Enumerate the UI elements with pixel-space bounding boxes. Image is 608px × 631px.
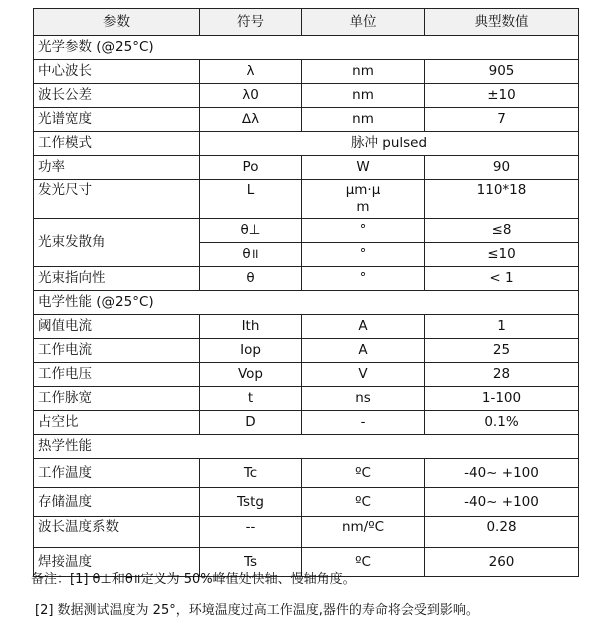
param-unit: nm bbox=[302, 84, 425, 108]
table-row bbox=[34, 60, 579, 84]
param-unit: A bbox=[302, 339, 425, 363]
param-value: 260 bbox=[425, 548, 579, 577]
section-thermal: 热学性能 bbox=[34, 435, 579, 459]
header-row bbox=[34, 9, 579, 36]
param-name: 焊接温度 bbox=[34, 548, 200, 577]
table-row bbox=[34, 488, 579, 517]
param-name: 工作脉宽 bbox=[34, 387, 200, 411]
param-value: ≤10 bbox=[425, 243, 579, 267]
footnote-2: [2] 数据测试温度为 25°，环境温度过高工作温度,器件的寿命将会受到影响。 bbox=[35, 603, 479, 618]
param-unit: nm/ºC bbox=[302, 517, 425, 548]
param-name: 中心波长 bbox=[34, 60, 200, 84]
param-unit: W bbox=[302, 156, 425, 180]
param-value: ≤8 bbox=[425, 219, 579, 243]
param-unit: ° bbox=[302, 219, 425, 243]
param-name: 波长公差 bbox=[34, 84, 200, 108]
param-symbol: Tc bbox=[200, 459, 302, 488]
param-name: 光束指向性 bbox=[34, 267, 200, 291]
param-symbol: ᐃλ bbox=[200, 108, 302, 132]
param-value: < 1 bbox=[425, 267, 579, 291]
table-row bbox=[34, 156, 579, 180]
param-symbol: D bbox=[200, 411, 302, 435]
param-value: 90 bbox=[425, 156, 579, 180]
table-row bbox=[34, 459, 579, 488]
section-electrical: 电学性能 (@25°C) bbox=[34, 291, 579, 315]
param-symbol: θ॥ bbox=[200, 243, 302, 267]
table-row bbox=[34, 84, 579, 108]
param-symbol: Tstg bbox=[200, 488, 302, 517]
param-symbol: Po bbox=[200, 156, 302, 180]
table-row bbox=[34, 132, 579, 156]
param-name: 占空比 bbox=[34, 411, 200, 435]
param-symbol: λ0 bbox=[200, 84, 302, 108]
header-value: 典型数值 bbox=[425, 9, 579, 36]
table-row bbox=[34, 517, 579, 548]
table-row bbox=[34, 267, 579, 291]
param-symbol: Iop bbox=[200, 339, 302, 363]
table-row bbox=[34, 411, 579, 435]
param-symbol: -- bbox=[200, 517, 302, 548]
param-unit: ºC bbox=[302, 459, 425, 488]
param-symbol: Ith bbox=[200, 315, 302, 339]
param-unit: nm bbox=[302, 60, 425, 84]
section-optical: 光学参数 (@25°C) bbox=[34, 36, 579, 60]
param-name: 光谱宽度 bbox=[34, 108, 200, 132]
param-unit: ° bbox=[302, 243, 425, 267]
table-row bbox=[34, 387, 579, 411]
section-row bbox=[34, 291, 579, 315]
table-row bbox=[34, 363, 579, 387]
table-row bbox=[34, 339, 579, 363]
param-unit: ºC bbox=[302, 488, 425, 517]
param-symbol: t bbox=[200, 387, 302, 411]
param-symbol: θ⊥ bbox=[200, 219, 302, 243]
param-unit: ° bbox=[302, 267, 425, 291]
param-value: -40~ +100 bbox=[425, 488, 579, 517]
table-row bbox=[34, 108, 579, 132]
param-value: 110*18 bbox=[425, 180, 579, 219]
param-value: 905 bbox=[425, 60, 579, 84]
param-value: 1 bbox=[425, 315, 579, 339]
param-symbol: Vop bbox=[200, 363, 302, 387]
param-name: 功率 bbox=[34, 156, 200, 180]
table-row bbox=[34, 315, 579, 339]
param-value: 7 bbox=[425, 108, 579, 132]
param-unit: ºC bbox=[302, 548, 425, 577]
header-param: 参数 bbox=[34, 9, 200, 36]
param-value: -40~ +100 bbox=[425, 459, 579, 488]
header-symbol: 符号 bbox=[200, 9, 302, 36]
param-name: 波长温度系数 bbox=[34, 517, 200, 548]
param-value: ±10 bbox=[425, 84, 579, 108]
param-symbol: L bbox=[200, 180, 302, 219]
section-row bbox=[34, 435, 579, 459]
param-symbol: θ bbox=[200, 267, 302, 291]
param-value: 28 bbox=[425, 363, 579, 387]
footnote-1: 备注：[1] θ⊥和θ॥定义为 50%峰值处快轴、慢轴角度。 bbox=[31, 572, 356, 587]
param-name: 存储温度 bbox=[34, 488, 200, 517]
param-symbol: λ bbox=[200, 60, 302, 84]
spec-table bbox=[33, 8, 579, 577]
param-name: 工作电压 bbox=[34, 363, 200, 387]
table-row bbox=[34, 219, 579, 243]
section-row bbox=[34, 36, 579, 60]
param-unit: - bbox=[302, 411, 425, 435]
param-unit: V bbox=[302, 363, 425, 387]
param-value: 0.28 bbox=[425, 517, 579, 548]
param-name: 工作模式 bbox=[34, 132, 200, 156]
param-value: 脉冲 pulsed bbox=[200, 132, 579, 156]
param-name: 光束发散角 bbox=[34, 219, 200, 267]
param-value: 1-100 bbox=[425, 387, 579, 411]
param-value: 0.1% bbox=[425, 411, 579, 435]
param-name: 发光尺寸 bbox=[34, 180, 200, 219]
param-name: 工作电流 bbox=[34, 339, 200, 363]
param-name: 工作温度 bbox=[34, 459, 200, 488]
table-row bbox=[34, 180, 579, 219]
param-symbol: Ts bbox=[200, 548, 302, 577]
param-unit: A bbox=[302, 315, 425, 339]
param-unit: ns bbox=[302, 387, 425, 411]
param-unit: nm bbox=[302, 108, 425, 132]
header-unit: 单位 bbox=[302, 9, 425, 36]
param-unit: μm·μm bbox=[302, 180, 425, 219]
param-value: 25 bbox=[425, 339, 579, 363]
param-name: 阈值电流 bbox=[34, 315, 200, 339]
